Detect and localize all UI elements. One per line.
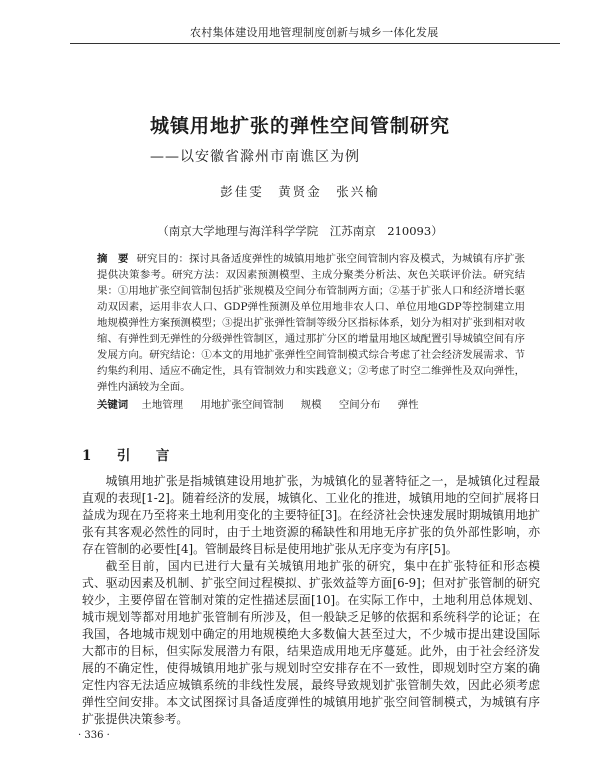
abstract-label: 摘 要 (97, 253, 129, 265)
header-rule (70, 43, 560, 44)
abstract (97, 251, 525, 395)
section-heading: 1 引 言 (82, 448, 176, 464)
keyword: 用地扩张空间管制 (200, 399, 284, 411)
paragraph: 城镇用地扩张是指城镇建设用地扩张，为城镇化的显著特征之一，是城镇化过程最直观的表现[1-2]。随着经济的发展，城镇化、工业化的推进，城镇用地的空间扩展将日益成为现在乃至将来土地利用变化的主要特征[3]。在经济社会快速发展时期城镇用地扩张有其客观必然性的同时，由于土地资源的稀缺性和用地无序扩张的负外部性影响，亦存在管制的必要性[4]。管制最终目标是使用地扩张从无序变为有序[5]。 (82, 474, 540, 556)
keyword: 规模 (300, 399, 322, 411)
paper-subtitle: ——以安徽省滁州市南谯区为例 (150, 149, 360, 165)
authors: 彭佳雯 黄贤金 张兴榆 (220, 184, 380, 199)
abstract-text: 研究目的：探讨具备适度弹性的城镇用地扩张空间管制内容及模式，为城镇有序扩张提供决策参考。研究方法：双因素预测模型、主成分聚类分析法、灰色关联评价法。研究结果：①用地扩张空间管制包括扩张规模及空间分布管制两方面；②基于扩张人口和经济增长驱动双因素，运用非农人口、GDP弹性预测及单位用地非农人口、单位用地GDP等控制建立用地规模弹性方案预测模型；③提出扩张弹性管制等级分区指标体系，划分为相对扩张到相对收缩、有弹性到无弹性的分级弹性管制区，通过那扩分区的增量用地区域配置引导城镇空间有序发展方向。研究结论：①本文的用地扩张弹性空间管制模式综合考虑了社会经济发展需求、节约集约利用、适应不确定性，具有管制效力和实践意义；②考虑了时空二维弹性及双向弹性，弹性内涵较为全面。 (97, 253, 526, 393)
paper-title: 城镇用地扩张的弹性空间管制研究 (149, 115, 450, 137)
body-text (82, 473, 540, 728)
running-header: 农村集体建设用地管理制度创新与城乡一体化发展 (190, 26, 439, 39)
keywords-label: 关键词 (97, 399, 129, 411)
keywords (97, 397, 537, 413)
page-number: · 336 · (78, 730, 110, 741)
paragraph: 截至目前，国内已进行大量有关城镇用地扩张的研究，集中在扩张特征和形态模式、驱动因素及机制、扩张空间过程模拟、扩张效益等方面[6-9]；但对扩张管制的研究较少，主要停留在管制对策的定性描述层面[10]。在实际工作中，土地利用总体规划、城市规划等都对用地扩张管制有所涉及，但一般缺乏足够的依据和系统科学的论证；在我国，各地城市规划中确定的用地规模绝大多数偏大甚至过大，不少城市提出建设国际大都市的目标，但实际发展潜力有限，结果造成用地无序蔓延。此外，由于社会经济发展的不确定性，使得城镇用地扩张与规划时空安排存在不一致性，即规划时空方案的确定性内容无法适应城镇系统的非线性发展，最终导致规划扩张管制失效，因此必须考虑弹性空间安排。本文试图探讨具备适度弹性的城镇用地扩张空间管制模式，为城镇有序扩张提供决策参考。 (82, 559, 540, 726)
affiliation: （南京大学地理与海洋科学学院 江苏南京 210093） (157, 224, 443, 238)
keyword: 空间分布 (338, 399, 381, 411)
keyword: 土地管理 (141, 399, 184, 411)
keyword: 弹性 (397, 399, 419, 411)
